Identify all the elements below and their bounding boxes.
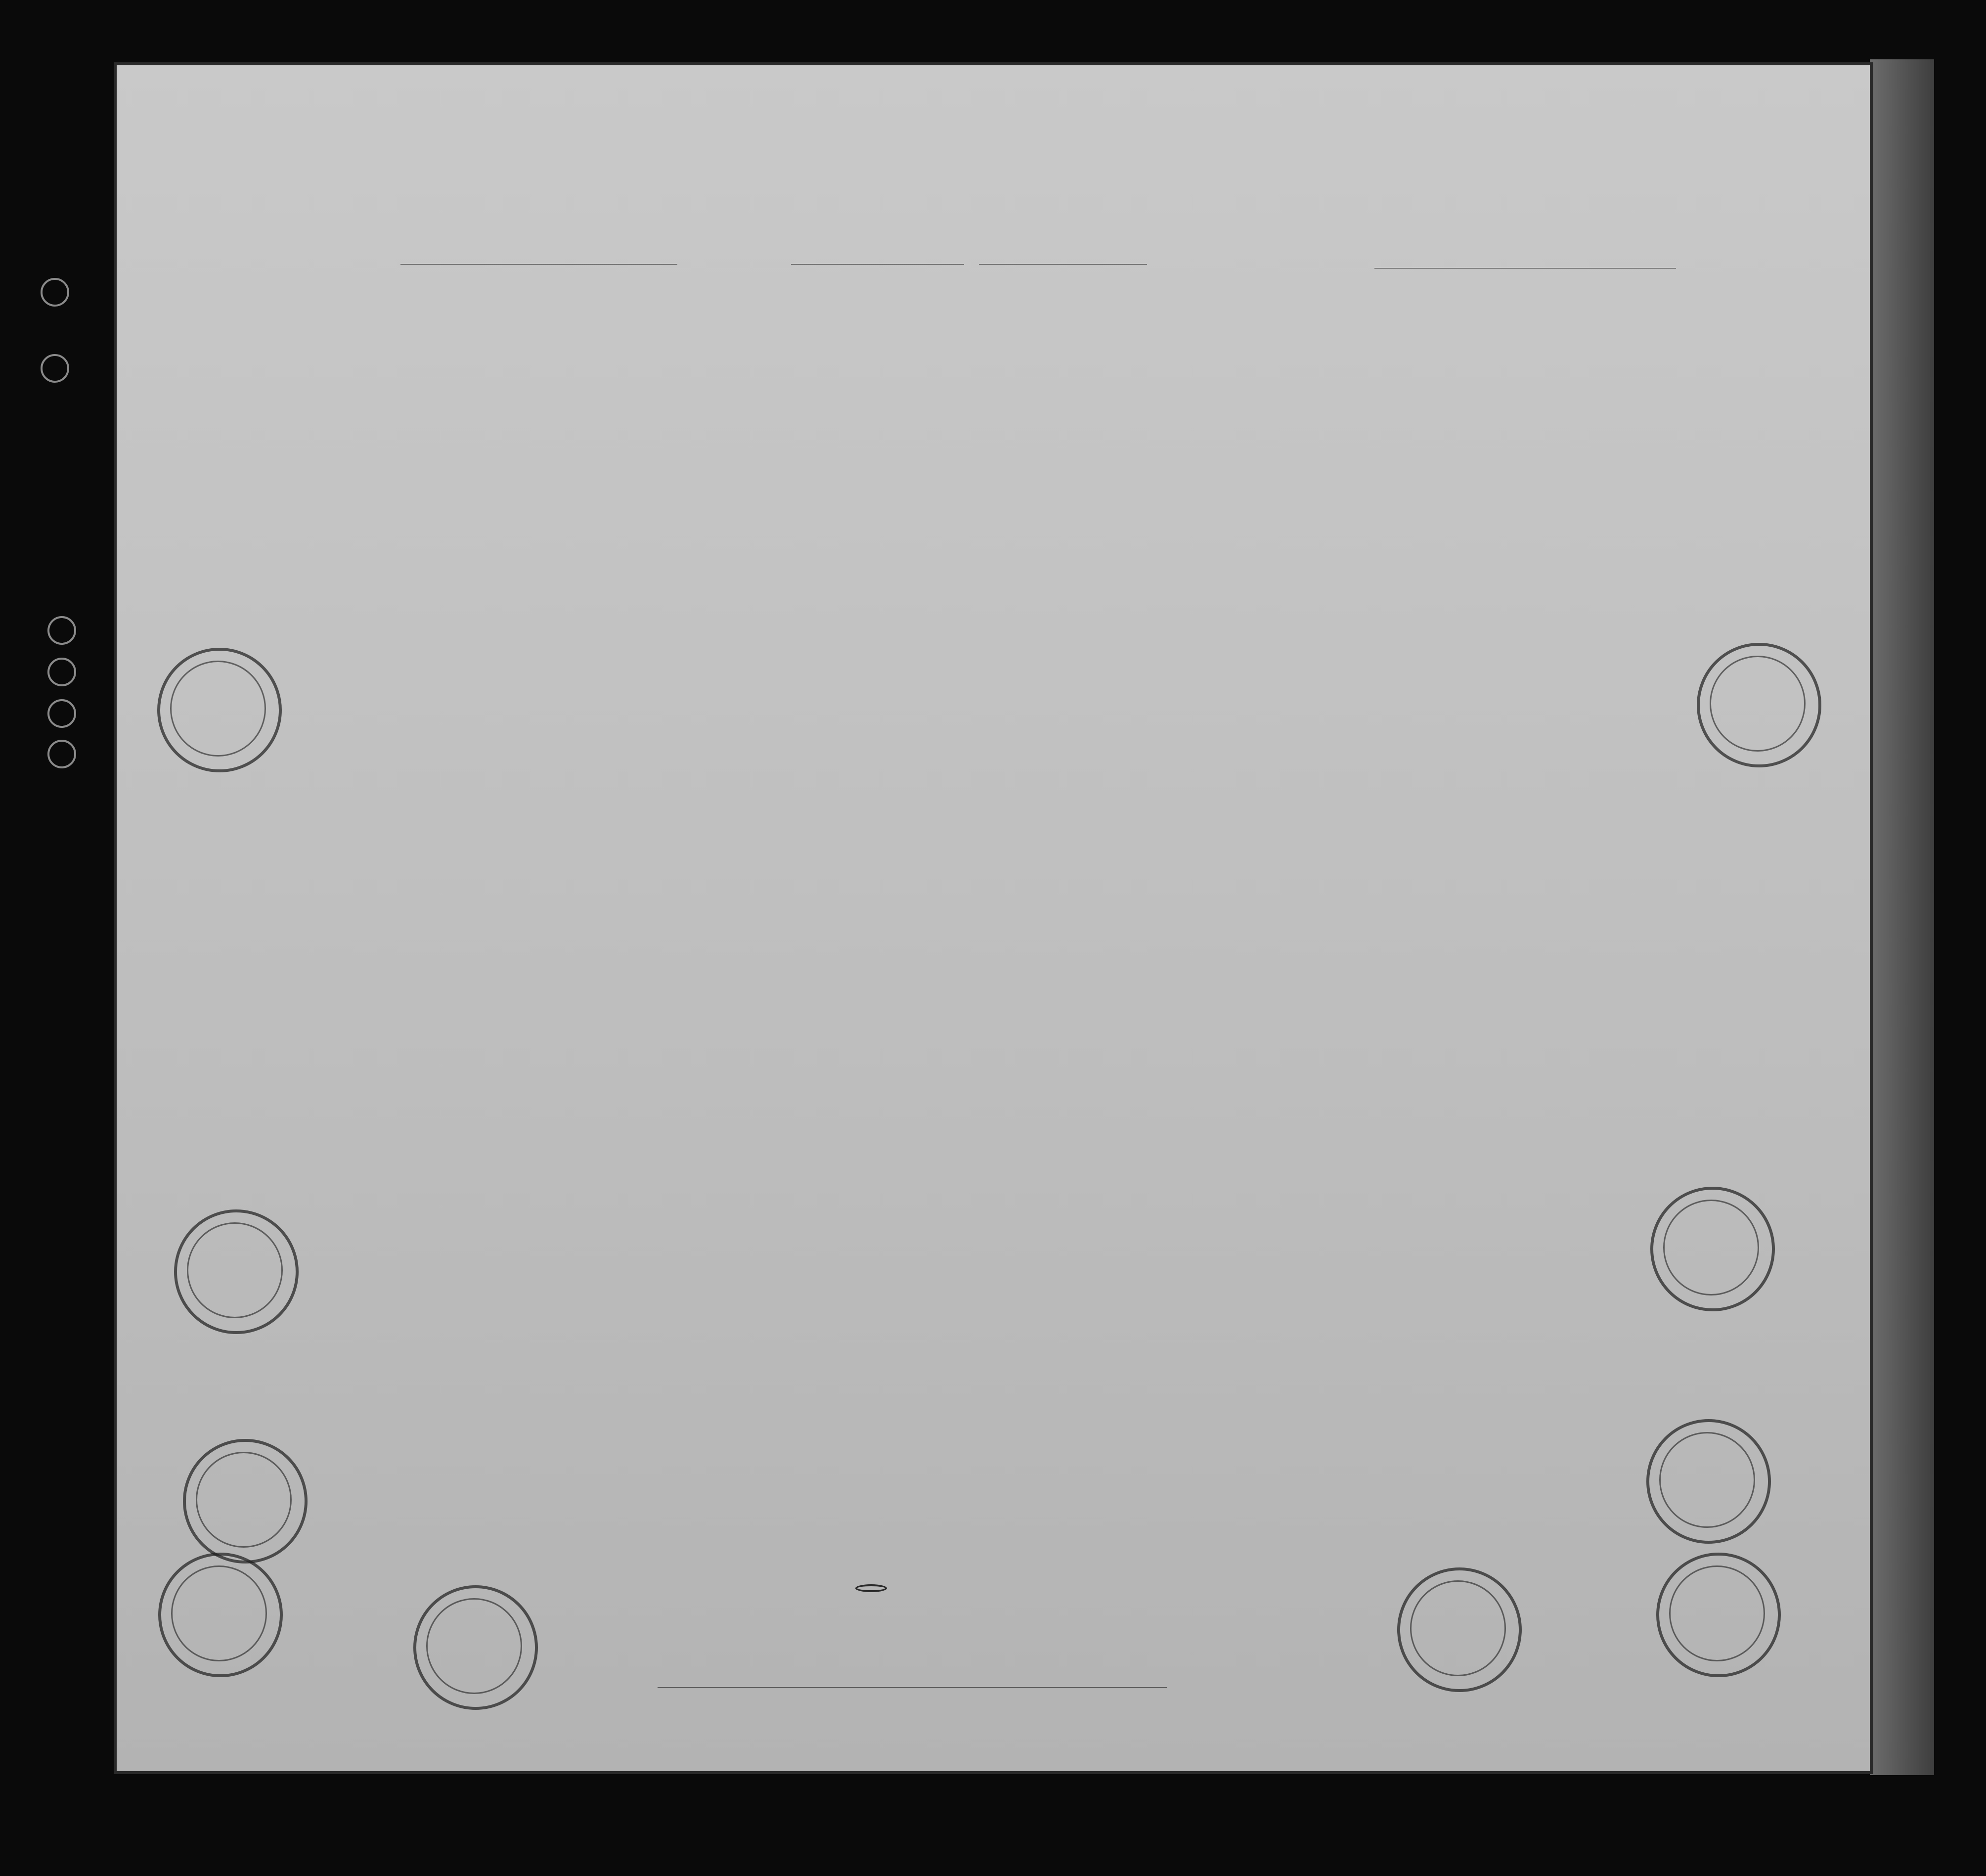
binder-hole <box>41 354 69 383</box>
consulate-stamp <box>413 1585 538 1710</box>
consulate-stamp <box>1650 1187 1775 1311</box>
binder-hole <box>47 658 76 686</box>
crew-count <box>855 1584 887 1592</box>
consulate-stamp <box>1397 1567 1522 1692</box>
consulate-stamp <box>1646 1419 1771 1544</box>
binder-hole <box>47 740 76 768</box>
consulate-stamp <box>174 1209 299 1334</box>
binder-hole <box>41 278 69 307</box>
consulate-stamp <box>157 648 282 772</box>
manifest-sheet <box>117 65 1870 1771</box>
binder-hole <box>47 616 76 645</box>
page-edge <box>1870 59 1934 1775</box>
binder-hole <box>47 699 76 728</box>
consulate-stamp <box>183 1439 308 1563</box>
consulate-stamp <box>1656 1553 1781 1677</box>
consulate-stamp <box>1697 643 1821 767</box>
consulate-stamp <box>158 1553 283 1677</box>
